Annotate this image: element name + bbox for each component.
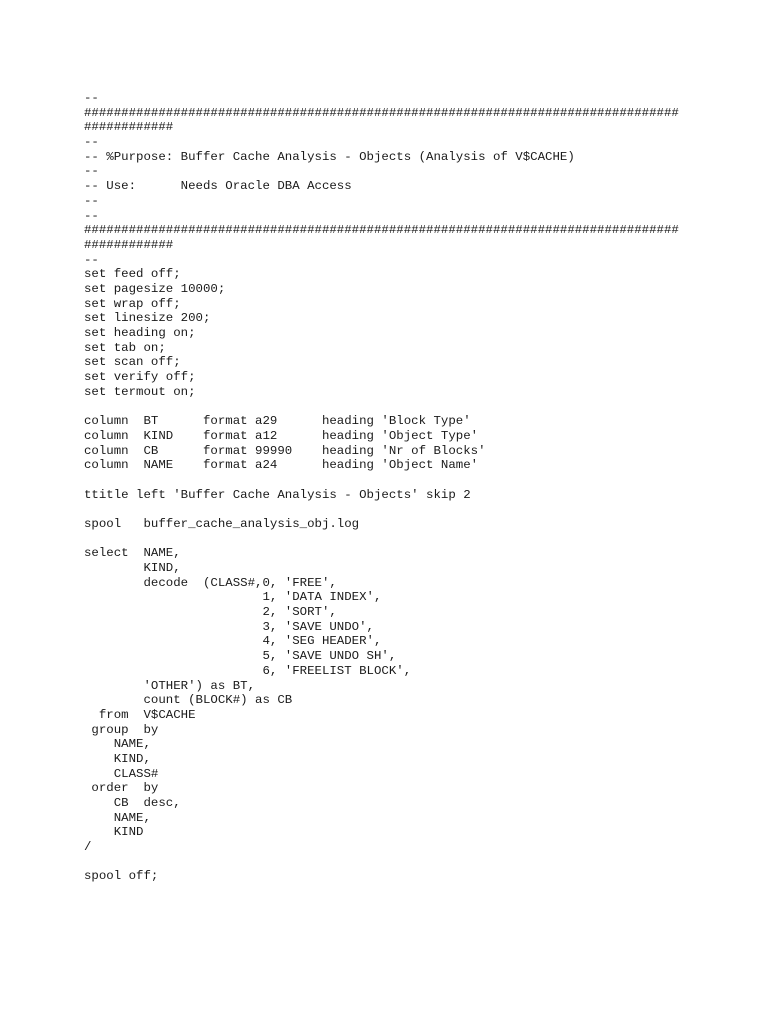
group-by-line: NAME,	[84, 737, 151, 752]
set-command-line: set feed off;	[84, 267, 181, 282]
blank-line	[84, 532, 679, 547]
set-command-line: set pagesize 10000;	[84, 281, 226, 296]
spool-line: spool buffer_cache_analysis_obj.log	[84, 516, 360, 531]
set-command-line: set wrap off;	[84, 296, 181, 311]
spool-off-line: spool off;	[84, 869, 159, 884]
sql-script	[84, 91, 679, 884]
code-line: ################################################################################	[84, 223, 679, 238]
code-line: --	[84, 208, 99, 223]
group-by-line: KIND,	[84, 751, 151, 766]
code-line: --	[84, 135, 99, 150]
set-command-line: set verify off;	[84, 370, 196, 385]
ttitle-line: ttitle left 'Buffer Cache Analysis - Objects' skip 2	[84, 487, 471, 502]
column-definition-line: column NAME format a24 heading 'Object Name'	[84, 458, 479, 473]
group-by-line: CLASS#	[84, 766, 159, 781]
column-definition-line: column CB format 99990 heading 'Nr of Blocks'	[84, 443, 486, 458]
order-by-line: order by	[84, 781, 159, 796]
decode-line: decode (CLASS#,0, 'FREE',	[84, 575, 337, 590]
code-line: --	[84, 193, 99, 208]
set-command-line: set linesize 200;	[84, 311, 211, 326]
blank-line	[84, 399, 679, 414]
set-command-line: set tab on;	[84, 340, 166, 355]
code-line: --	[84, 164, 99, 179]
use-comment-line: -- Use: Needs Oracle DBA Access	[84, 179, 352, 194]
decode-line: 1, 'DATA INDEX',	[84, 590, 382, 605]
blank-line	[84, 473, 679, 488]
code-line: --	[84, 252, 99, 267]
decode-line: 3, 'SAVE UNDO',	[84, 619, 374, 634]
decode-line: 2, 'SORT',	[84, 605, 337, 620]
decode-line: 5, 'SAVE UNDO SH',	[84, 649, 397, 664]
code-line: --	[84, 91, 99, 105]
decode-line: 4, 'SEG HEADER',	[84, 634, 382, 649]
set-command-line: set termout on;	[84, 384, 196, 399]
order-by-line: NAME,	[84, 810, 151, 825]
set-command-line: set heading on;	[84, 326, 196, 340]
decode-line: 6, 'FREELIST BLOCK',	[84, 663, 412, 678]
select-line: KIND,	[84, 561, 181, 575]
order-by-line: KIND	[84, 825, 144, 840]
terminator-line: /	[84, 840, 92, 855]
blank-line	[84, 502, 679, 517]
code-line: ############	[84, 237, 174, 252]
code-line: ############	[84, 120, 174, 135]
column-definition-line: column BT format a29 heading 'Block Type'	[84, 414, 471, 429]
select-line: count (BLOCK#) as CB	[84, 693, 293, 708]
purpose-comment-line: -- %Purpose: Buffer Cache Analysis - Objects (Analysis of V$CACHE)	[84, 149, 575, 164]
blank-line	[84, 855, 679, 870]
order-by-line: CB desc,	[84, 796, 181, 810]
select-line: select NAME,	[84, 546, 181, 561]
decode-line: 'OTHER') as BT,	[84, 678, 256, 693]
code-line: ################################################################################	[84, 105, 679, 120]
group-by-line: group by	[84, 722, 159, 737]
set-command-line: set scan off;	[84, 355, 181, 370]
from-line: from V$CACHE	[84, 707, 196, 722]
column-definition-line: column KIND format a12 heading 'Object Type'	[84, 428, 479, 443]
